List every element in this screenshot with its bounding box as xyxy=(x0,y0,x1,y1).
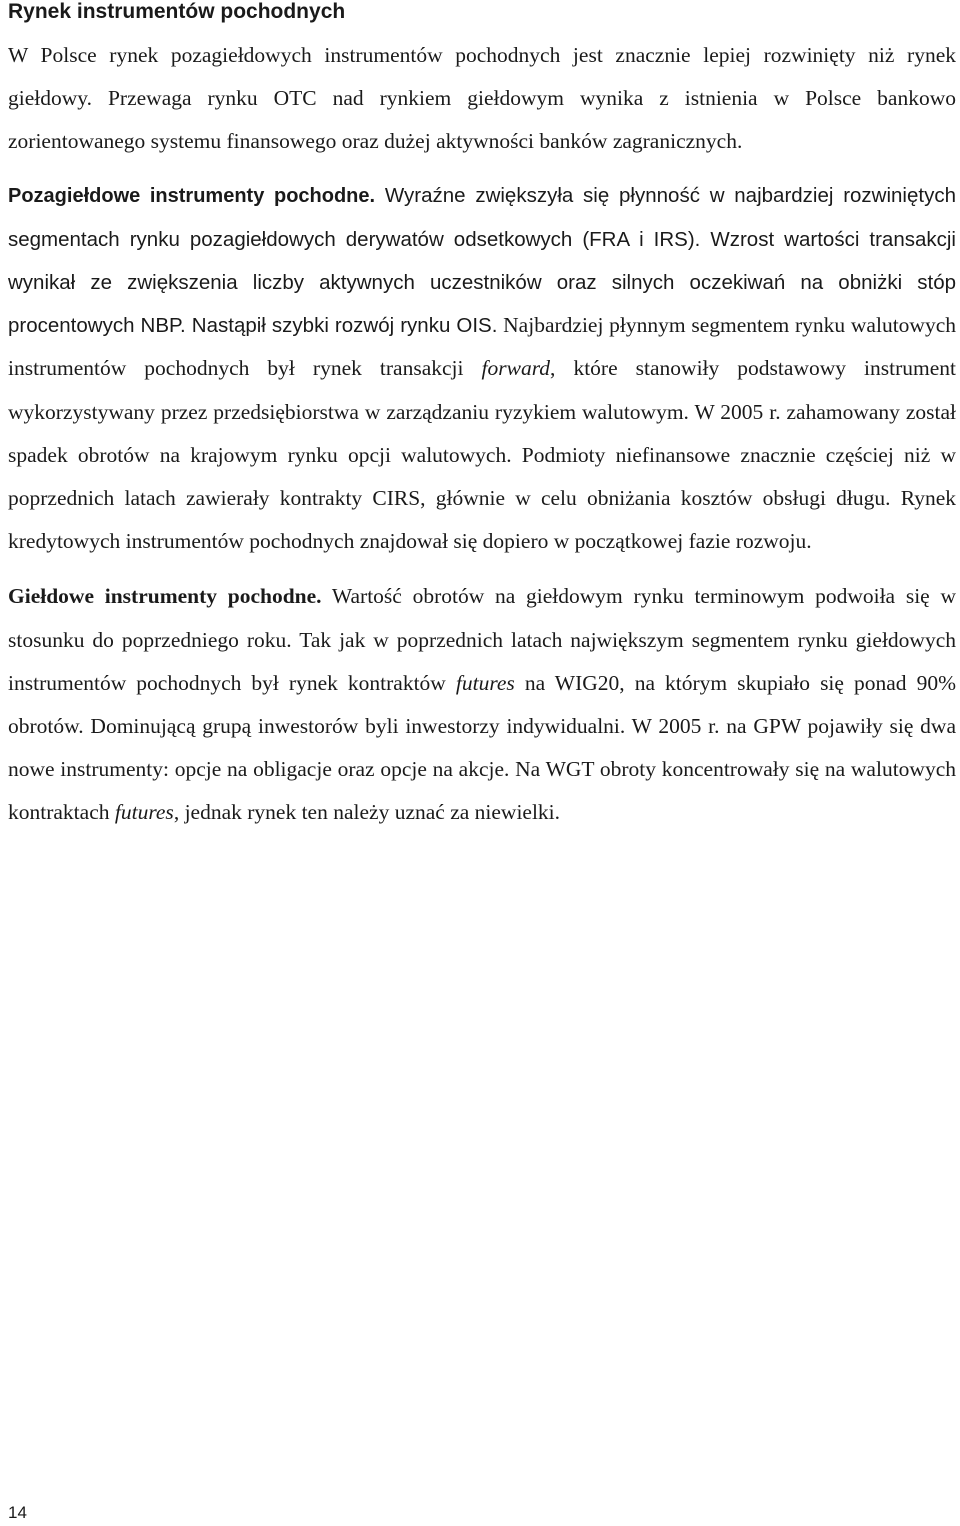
otc-derivatives-text-2: , które stanowiły podstawowy instrument wykorzystywany przez przedsiębiorstwa w zarządzaniu ryzykiem walutowym. W 2005 r. zahamowany został spadek obrotów na krajowym rynku opcji walutowych. Podmioty niefinansowe znacznie częściej niż w poprzednich latach zawierały kontrakty CIRS, głównie w celu obniżania kosztów obsługi długu. Rynek kredytowych instrumentów pochodnych znajdował się dopiero w początkowej fazie rozwoju. xyxy=(8,356,956,554)
intro-paragraph: W Polsce rynek pozagiełdowych instrumentów pochodnych jest znacznie lepiej rozwinięty niż rynek giełdowy. Przewaga rynku OTC nad rynkiem giełdowym wynika z istnienia w Polsce bankowo zorientowanego systemu finansowego oraz dużej aktywności banków zagranicznych. xyxy=(8,43,956,154)
term-futures-2: futures xyxy=(114,800,174,825)
otc-derivatives-paragraph xyxy=(8,174,956,564)
exchange-derivatives-text-1: Wartość obrotów na giełdowym rynku terminowym podwoiła się w stosunku do poprzedniego roku. Tak jak w poprzednich latach największym segmentem rynku giełdowych instrumentów pochodnych był rynek kontraktów xyxy=(8,584,956,695)
otc-derivatives-text-1: Najbardziej płynnym segmentem rynku walutowych instrumentów pochodnych był rynek transakcji xyxy=(8,313,956,381)
term-forward: forward xyxy=(481,356,551,381)
document-page xyxy=(8,0,956,835)
exchange-derivatives-text-3: , jednak rynek ten należy uznać za niewielki. xyxy=(173,800,561,825)
otc-derivatives-lead: Pozagiełdowe instrumenty pochodne. xyxy=(8,184,376,207)
term-futures-1: futures xyxy=(455,670,515,695)
page-number: 14 xyxy=(8,1503,27,1522)
exchange-derivatives-text-2: na WIG20, na którym skupiało się ponad 90% obrotów. Dominującą grupą inwestorów byli inwestorzy indywidualni. W 2005 r. na GPW pojawiły się dwa nowe instrumenty: opcje na obligacje oraz opcje na akcje. Na WGT obroty koncentrowały się na walutowych kontraktach xyxy=(8,670,956,825)
section-heading: Rynek instrumentów pochodnych xyxy=(8,0,346,23)
otc-derivatives-text-sans: Wyraźne zwiększyła się płynność w najbardziej rozwiniętych segmentach rynku pozagiełdowych derywatów odsetkowych (FRA i IRS). Wzrost wartości transakcji wynikał ze zwiększenia liczby aktywnych uczestników oraz silnych oczekiwań na obniżki stóp procentowych NBP. Nastąpił szybki rozwój rynku OIS. xyxy=(8,183,956,338)
exchange-derivatives-lead: Giełdowe instrumenty pochodne. xyxy=(8,584,322,609)
exchange-derivatives-paragraph xyxy=(8,575,956,834)
